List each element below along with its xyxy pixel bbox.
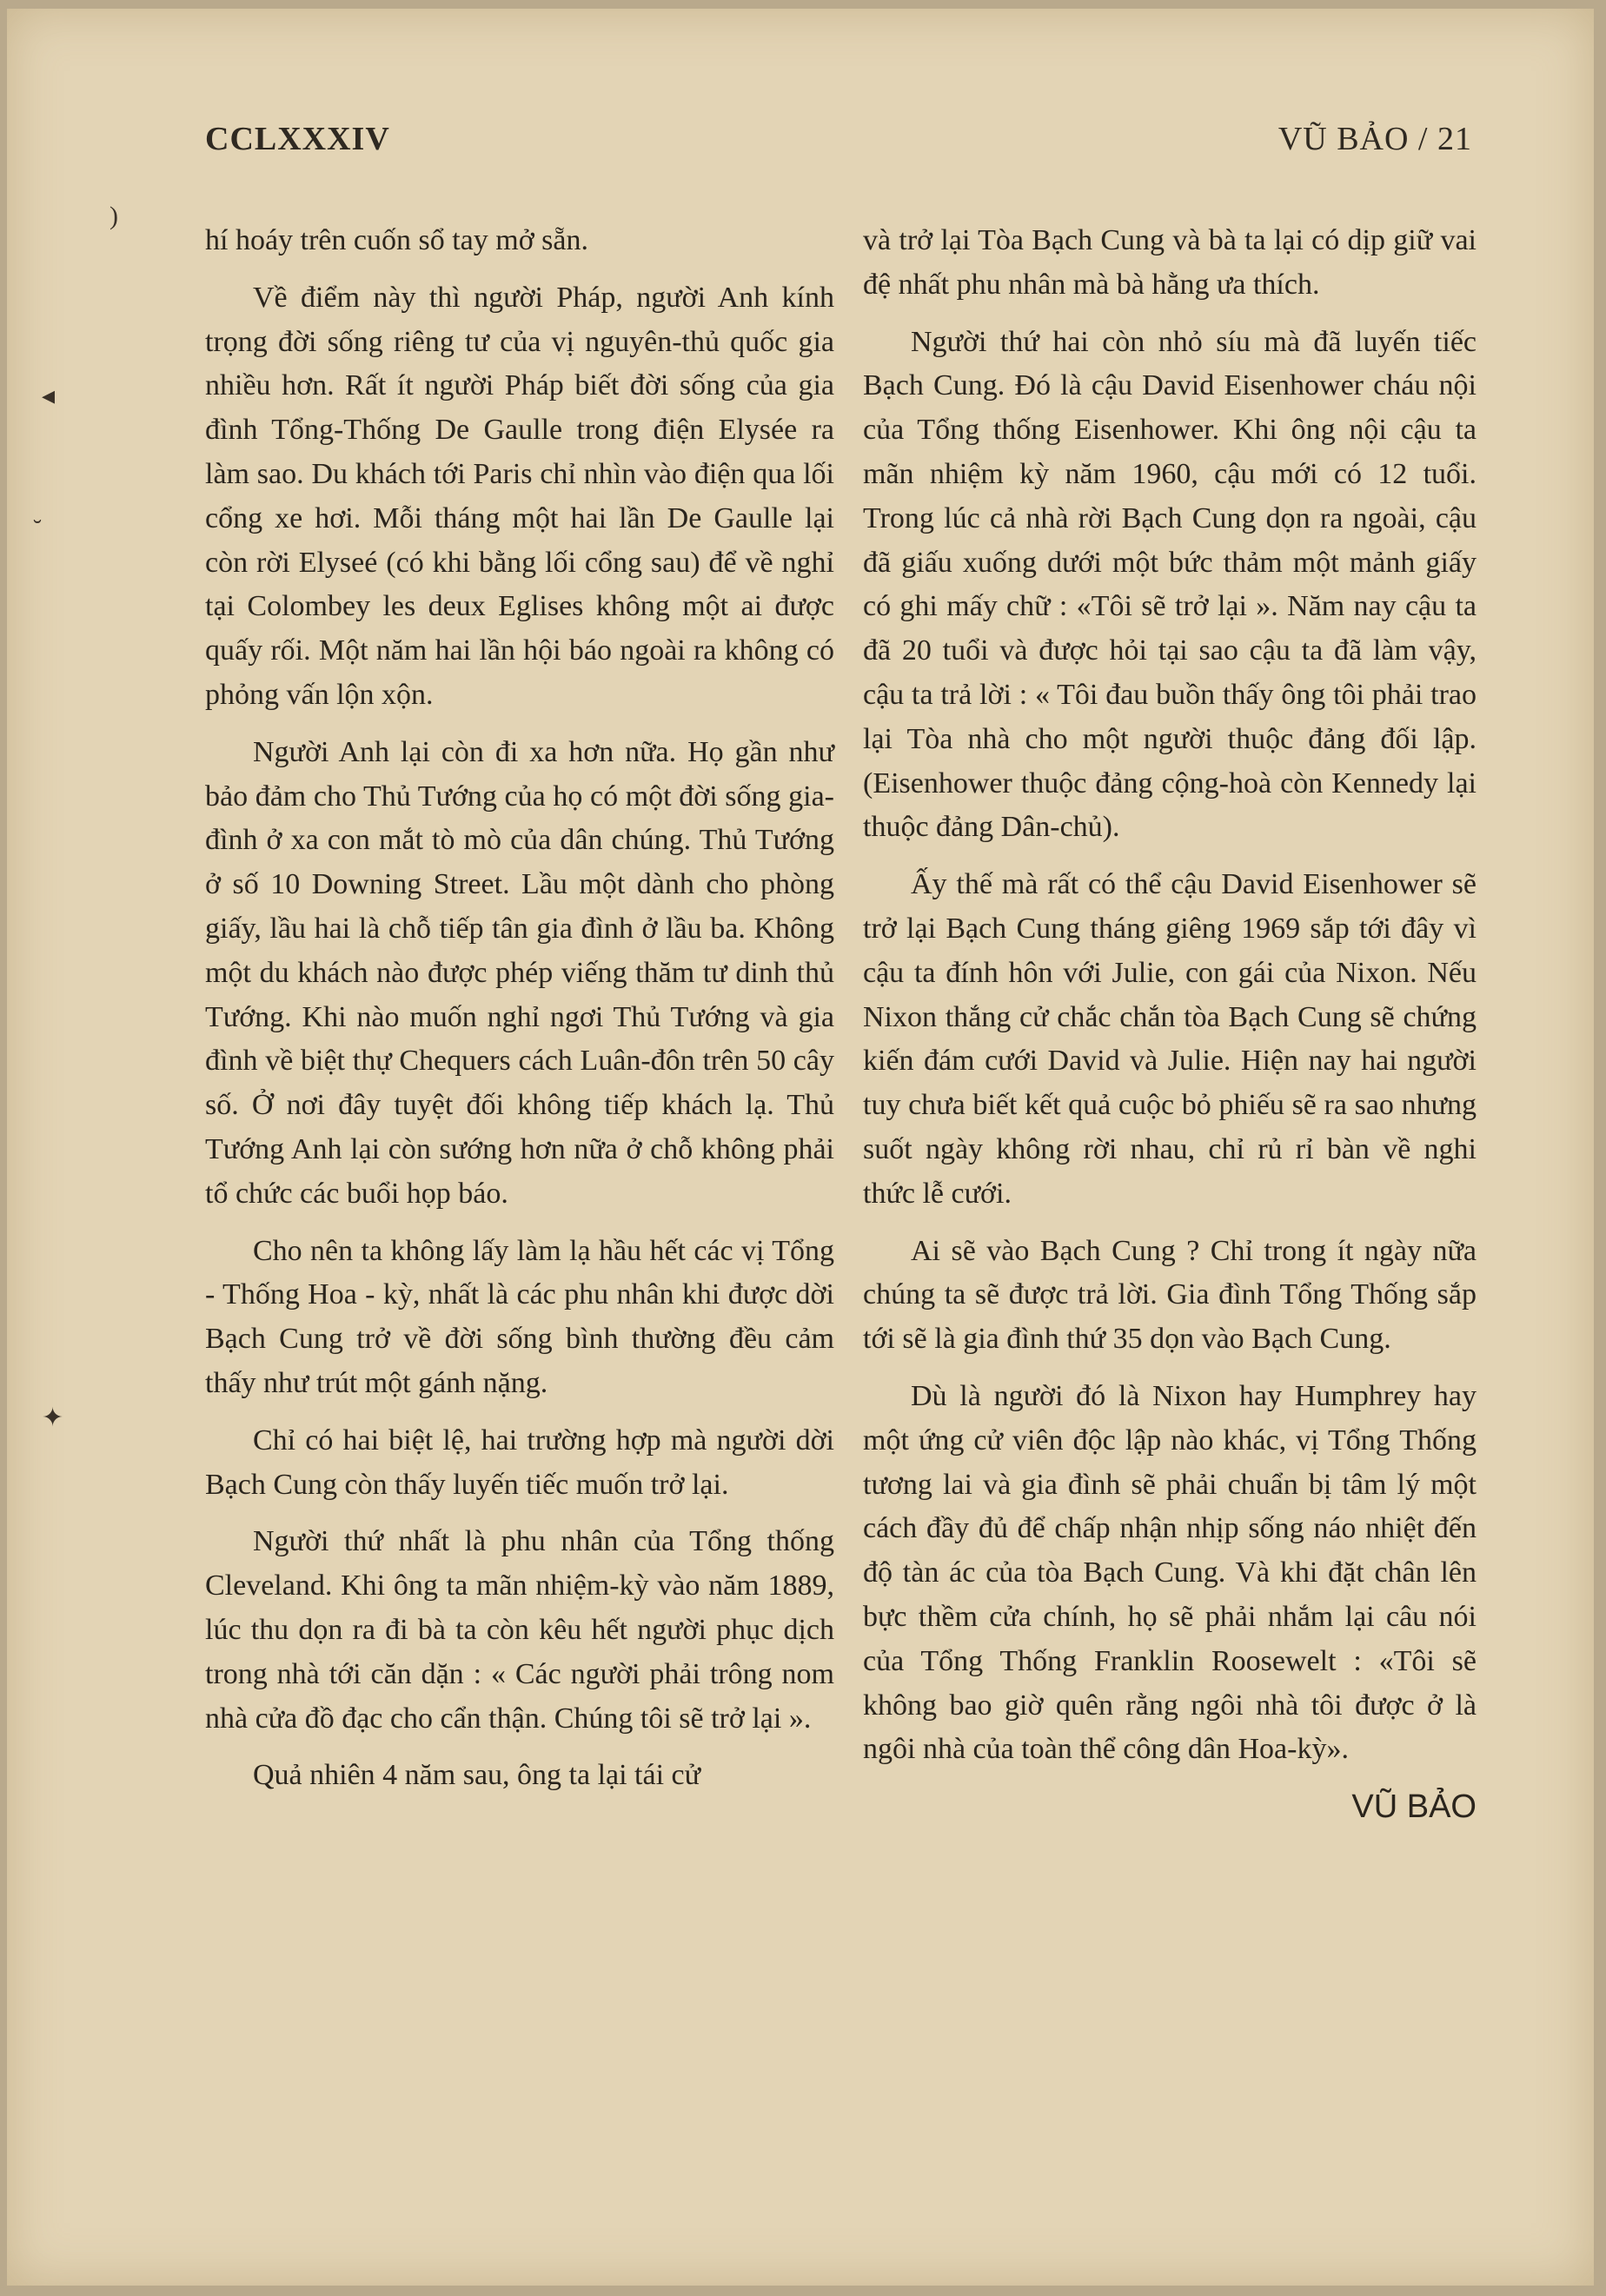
right-column [863, 219, 1477, 1842]
paragraph: Ấy thế mà rất có thể cậu David Eisenhower sẽ trở lại Bạch Cung tháng giêng 1969 sắp tới đây vì cậu ta đính hôn với Julie, con gái của Nixon. Nếu Nixon thắng cử chắc chắn tòa Bạch Cung sẽ chứng kiến đám cưới David và Julie. Hiện nay hai người tuy chưa biết kết quả cuộc bỏ phiếu sẽ ra sao nhưng suốt ngày không rời nhau, chỉ rủ rỉ bàn về nghi thức lễ cưới. [863, 868, 1477, 1210]
author-page-number: VŨ BẢO / 21 [1278, 121, 1472, 157]
magazine-page [7, 9, 1594, 2286]
paragraph: Người thứ nhất là phu nhân của Tổng thống Cleveland. Khi ông ta mãn nhiệm-kỳ vào năm 1889, lúc thu dọn ra đi bà ta còn kêu hết người phục dịch trong nhà tới căn dặn : « Các người phải trông nom nhà cửa đồ đạc cho cẩn thận. Chúng tôi sẽ trở lại ». [205, 1525, 834, 1735]
margin-mark: ◂ [42, 382, 56, 410]
margin-mark: ✦ [42, 1403, 64, 1432]
paragraph: và trở lại Tòa Bạch Cung và bà ta lại có dịp giữ vai đệ nhất phu nhân mà bà hằng ưa thích. [863, 224, 1477, 301]
running-head: CCLXXXIV [205, 121, 390, 157]
paragraph: Chỉ có hai biệt lệ, hai trường hợp mà người dời Bạch Cung còn thấy luyến tiếc muốn trở lại. [205, 1423, 834, 1501]
margin-mark: ˘ [33, 514, 42, 543]
left-column [205, 219, 834, 1811]
paragraph: Về điểm này thì người Pháp, người Anh kính trọng đời sống riêng tư của vị nguyên-thủ quốc gia nhiều hơn. Rất ít người Pháp biết đời sống của gia đình Tổng-Thống De Gaulle trong điện Elysée ra làm sao. Du khách tới Paris chỉ nhìn vào điện qua lối cổng xe hơi. Mỗi tháng một hai lần De Gaulle lại còn rời Elyseé (có khi bằng lối cổng sau) để về nghỉ tại Colombey les deux Eglises không một ai được quấy rối. Một năm hai lần hội báo ngoài ra không có phỏng vấn lộn xộn. [205, 281, 834, 711]
paragraph: Ai sẽ vào Bạch Cung ? Chỉ trong ít ngày nữa chúng ta sẽ được trả lời. Gia đình Tổng Thống sắp tới sẽ là gia đình thứ 35 dọn vào Bạch Cung. [863, 1234, 1477, 1356]
margin-mark: ) [110, 202, 118, 230]
page-header [205, 120, 1472, 163]
paragraph: Dù là người đó là Nixon hay Humphrey hay một ứng cử viên độc lập nào khác, vị Tổng Thống tương lai và gia đình sẽ phải chuẩn bị tâm lý một cách đầy đủ để chấp nhận nhịp sống náo nhiệt đến độ tàn ác của tòa Bạch Cung. Và khi đặt chân lên bực thềm cửa chính, họ sẽ phải nhắm lại câu nói của Tổng Thống Franklin Roosewelt : «Tôi sẽ không bao giờ quên rằng ngôi nhà tôi được ở là ngôi nhà của toàn thể công dân Hoa-kỳ». [863, 1379, 1477, 1766]
paragraph: Người thứ hai còn nhỏ síu mà đã luyến tiếc Bạch Cung. Đó là cậu David Eisenhower cháu nội của Tổng thống Eisenhower. Khi ông nội cậu ta mãn nhiệm kỳ năm 1960, cậu mới có 12 tuổi. Trong lúc cả nhà rời Bạch Cung dọn ra ngoài, cậu đã giấu xuống dưới một bức thảm một mảnh giấy có ghi mấy chữ : «Tôi sẽ trở lại ». Năm nay cậu ta đã 20 tuổi và được hỏi tại sao cậu ta đã làm vậy, cậu ta trả lời : « Tôi đau buồn thấy ông tôi phải trao lại Tòa nhà cho một người thuộc đảng đối lập. (Eisenhower thuộc đảng cộng-hoà còn Kennedy lại thuộc đảng Dân-chủ). [863, 325, 1477, 844]
paragraph: Cho nên ta không lấy làm lạ hầu hết các vị Tổng - Thống Hoa - kỳ, nhất là các phu nhân khi được dời Bạch Cung trở về đời sống bình thường đều cảm thấy như trút một gánh nặng. [205, 1234, 834, 1399]
paragraph: Người Anh lại còn đi xa hơn nữa. Họ gần như bảo đảm cho Thủ Tướng của họ có một đời sống gia-đình ở xa con mắt tò mò của dân chúng. Thủ Tướng ở số 10 Downing Street. Lầu một dành cho phòng giấy, lầu hai là chỗ tiếp tân gia đình ở lầu ba. Không một du khách nào được phép viếng thăm tư dinh thủ Tướng. Khi nào muốn nghỉ ngơi Thủ Tướng và gia đình về biệt thự Chequers cách Luân-đôn trên 50 cây số. Ở nơi đây tuyệt đối không tiếp khách lạ. Thủ Tướng Anh lại còn sướng hơn nữa ở chỗ không phải tổ chức các buổi họp báo. [205, 735, 834, 1210]
paragraph: hí hoáy trên cuốn sổ tay mở sẵn. [205, 224, 589, 256]
paragraph: Quả nhiên 4 năm sau, ông ta lại tái cử [253, 1759, 701, 1792]
author-signature: VŨ BẢO [1351, 1788, 1477, 1826]
